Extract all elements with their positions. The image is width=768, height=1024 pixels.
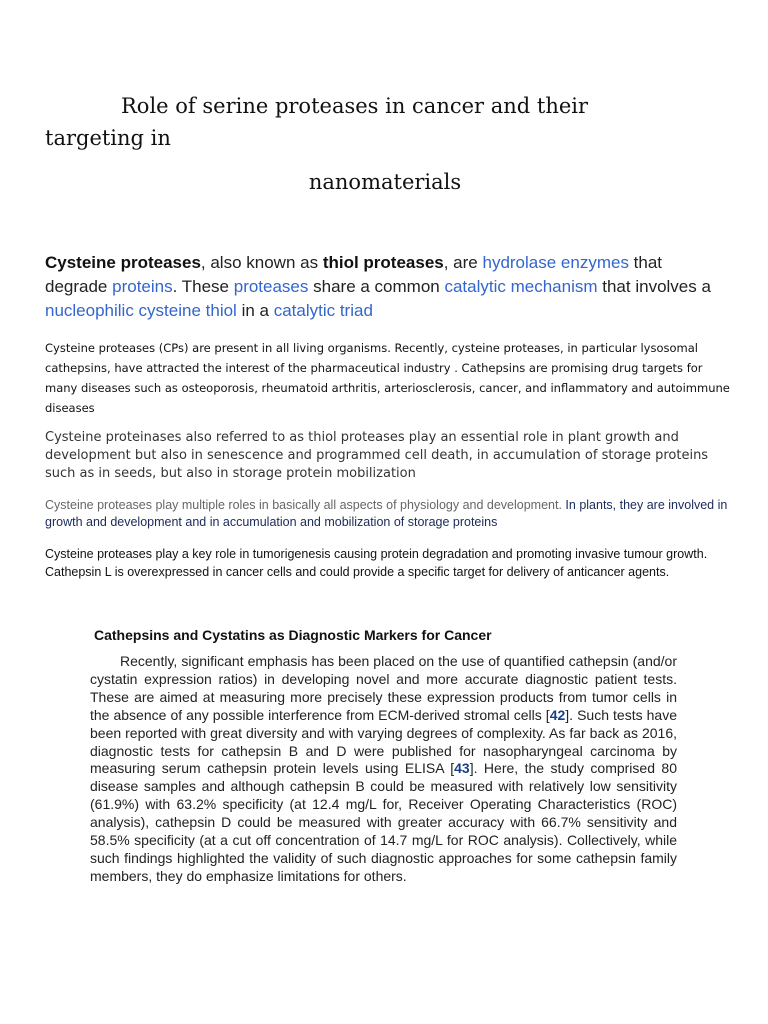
intro-text: . These xyxy=(172,277,234,296)
intro-text: , are xyxy=(443,253,483,272)
term-cysteine-proteases: Cysteine proteases xyxy=(45,253,201,272)
body-text: Recently, significant emphasis has been placed on the use of quantified cathepsin (and/or cystatin expression ratios) in developing novel and more accurate diagnostic patient tests. These are aimed at measuring more precisely these expression products from tumor cells in the absence of any possible interference from ECM-derived stromal cells [ xyxy=(90,653,677,723)
paragraph-cysteine-proteinases: Cysteine proteinases also referred to as thiol proteases play an essential role in plant growth and development but also in senescence and programmed cell death, in accumulation of storage proteins such as in seeds, but also in storage protein mobilization xyxy=(45,430,709,481)
link-nucleophilic-cysteine-thiol[interactable]: nucleophilic cysteine thiol xyxy=(45,301,237,320)
physiology-text: Cysteine proteases play multiple roles in basically all aspects of physiology and development. xyxy=(45,498,566,512)
intro-text: , also known as xyxy=(200,253,323,272)
intro-text: share a common xyxy=(308,277,445,296)
intro-text: that involves a xyxy=(597,277,711,296)
title-line-3: nanomaterials xyxy=(308,170,462,194)
paragraph-tumorigenesis: Cysteine proteases play a key role in tumorigenesis causing protein degradation and promoting invasive tumour growth. Cathepsin L is overexpressed in cancer cells and could provide a specific target for delivery of anticancer agents. xyxy=(45,547,708,579)
intro-paragraph xyxy=(45,251,725,323)
link-catalytic-triad[interactable]: catalytic triad xyxy=(273,301,373,320)
citation-link-43[interactable]: 43 xyxy=(454,760,470,777)
title-line-1: Role of serine proteases in cancer and their xyxy=(121,94,589,118)
link-hydrolase-enzymes[interactable]: hydrolase enzymes xyxy=(482,253,629,272)
body-text: ]. Here, the study comprised 80 disease samples and although cathepsin B could be measured with relatively low sensitivity (61.9%) with 63.2% specificity (at 12.4 mg/L for, Receiver Operating Characteristics (ROC) analysis), cathepsin D could be measured with greater accuracy with 66.7% sensitivity and 58.5% specificity (at a cut off concentration of 14.7 mg/L for ROC analysis). Collectively, while such findings highlighted the validity of such diagnostic approaches for some cathepsin family members, they do emphasize limitations for others. xyxy=(90,760,677,884)
intro-text: in a xyxy=(236,301,274,320)
link-proteins[interactable]: proteins xyxy=(112,277,173,296)
intro-text: that degrade xyxy=(45,253,663,296)
section-body xyxy=(90,653,677,886)
body-text: ]. Such tests have been reported with great diversity and with varying degrees of complexity. As far back as 2016, diagnostic tests for cathepsin B and D were published for nasopharyngeal carcinoma by measuring serum cathepsin protein levels using ELISA [ xyxy=(90,706,677,777)
title-line-2: targeting in xyxy=(45,126,171,150)
link-proteases[interactable]: proteases xyxy=(233,277,309,296)
citation-link-42[interactable]: 42 xyxy=(549,706,566,723)
section-heading: Cathepsins and Cystatins as Diagnostic Markers for Cancer xyxy=(94,627,492,643)
term-thiol-proteases: thiol proteases xyxy=(322,253,444,272)
plants-text: In plants, they are involved in growth and development and in accumulation and mobilization of storage proteins xyxy=(45,498,728,529)
paragraph-physiology-roles xyxy=(45,497,735,531)
document-title xyxy=(45,90,725,198)
link-catalytic-mechanism[interactable]: catalytic mechanism xyxy=(444,277,598,296)
paragraph-cysteine-proteases-cps: Cysteine proteases (CPs) are present in all living organisms. Recently, cysteine proteases, in particular lysosomal cathepsins, have attracted the interest of the pharmaceutical industry . Cathepsins are promising drug targets for many diseases such as osteoporosis, rheumatoid arthritis, arteriosclerosis, cancer, and inflammatory and autoimmune diseases xyxy=(45,341,730,415)
